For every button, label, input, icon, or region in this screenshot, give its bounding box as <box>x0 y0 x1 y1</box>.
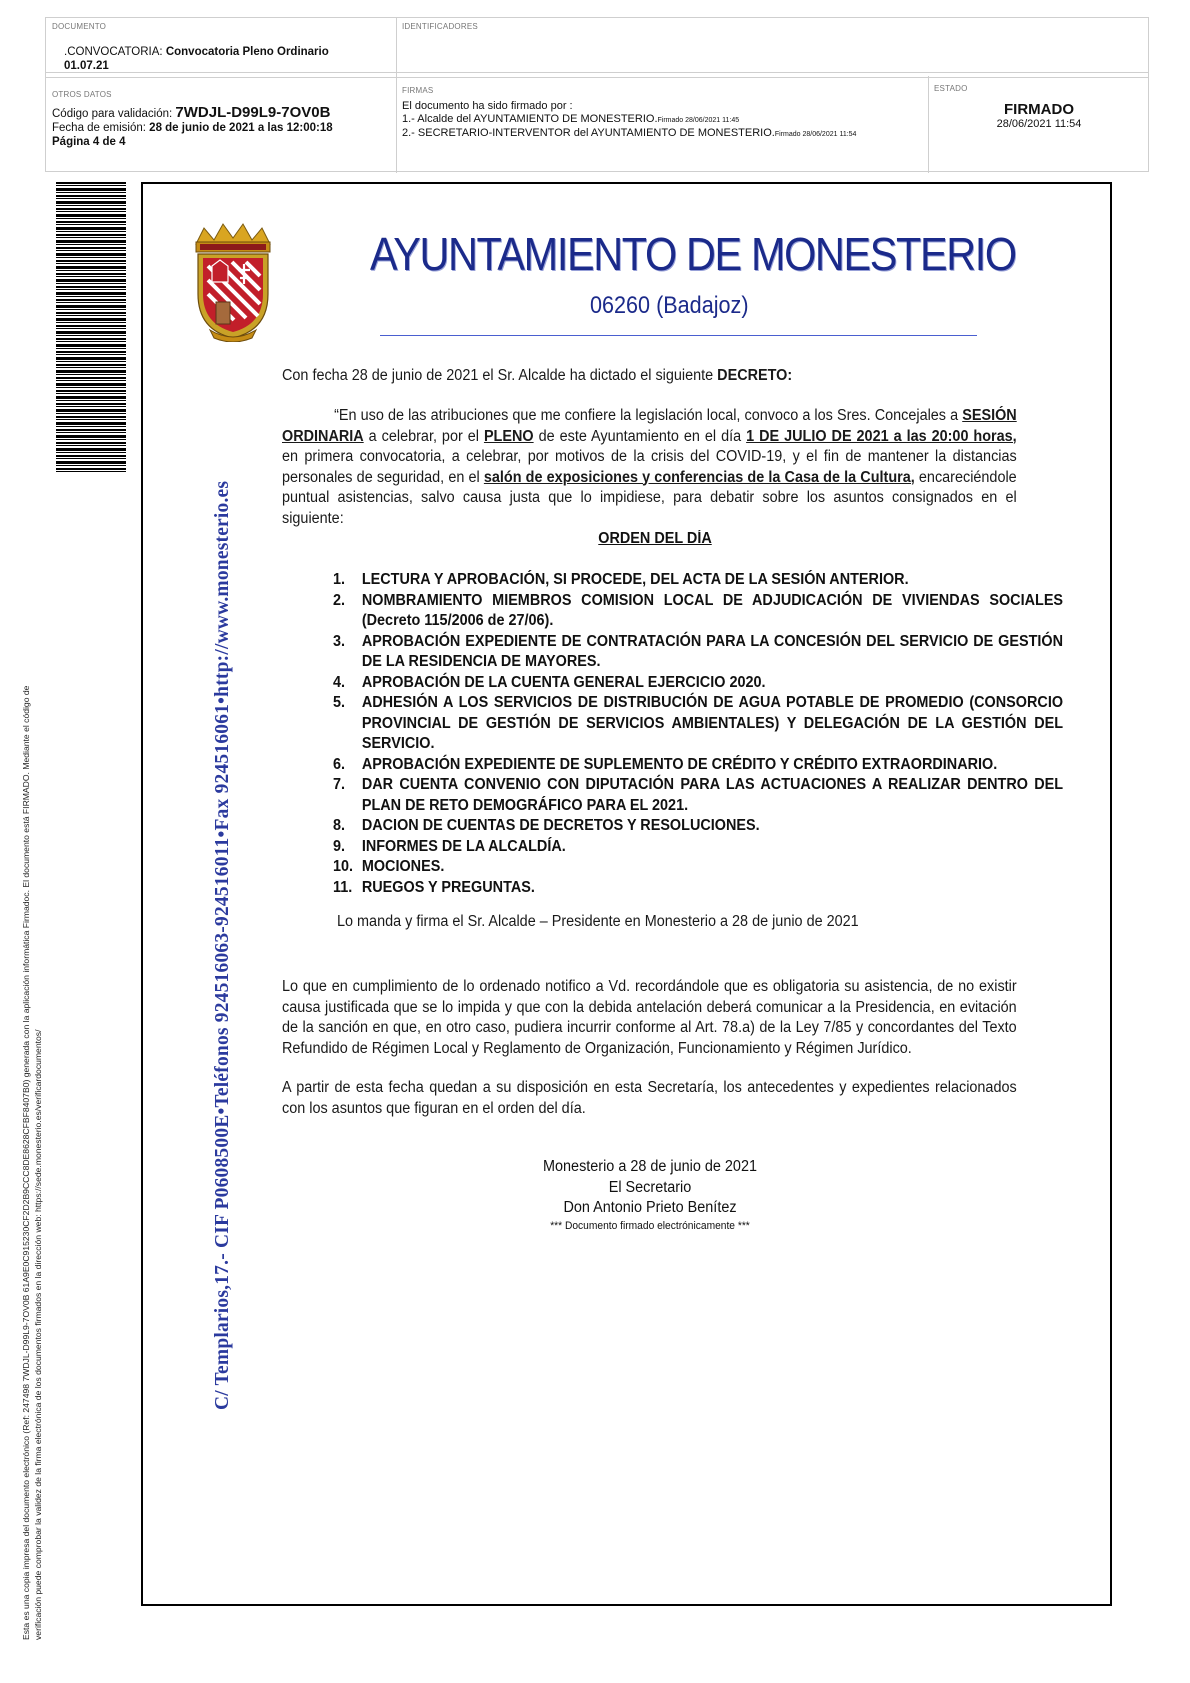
documento-cell <box>52 22 392 73</box>
verification-note-line-2: verificación puede comprobar la validez de la firma electrónica de los documentos firmados en la dirección web: https://sede.monesterio.es/verificardocumentos/ <box>33 1029 43 1640</box>
validation-code-line <box>52 106 392 121</box>
p1-text-g: en primera convocatoria, a celebrar, por motivos de la crisis del COVID-19, y el fin de mantener la distancias personales de seguridad, en el <box>282 448 1017 486</box>
agenda-title-wrap <box>0 530 1190 548</box>
p1-text-i: encareciéndole puntual asistencias, salvo causa justa que lo impidiese, para debatir sobre los asuntos consignados en el siguiente: <box>282 468 1017 527</box>
agenda-item-text: RUEGOS Y PREGUNTAS. <box>361 878 535 896</box>
agenda-item <box>333 755 1063 776</box>
firma-1-time: Firmado 28/06/2021 11:45 <box>657 117 740 124</box>
agenda-item <box>333 570 1063 591</box>
agenda-item-text: ADHESIÓN A LOS SERVICIOS DE DISTRIBUCIÓN DE AGUA POTABLE DE PROMEDIO (CONSORCIO PROVINCIAL DE GESTIÓN DE SERVICIOS AMBIENTALES) Y DELEGACIÓN DE LA GESTIÓN DEL SERVICIO. <box>361 694 1064 752</box>
letterhead-location: 06260 (Badajoz) <box>590 292 749 319</box>
agenda-item-number: 5. <box>333 694 346 711</box>
document-title-prefix: .CONVOCATORIA: <box>64 46 166 58</box>
firma-1 <box>402 113 922 127</box>
agenda-item <box>333 816 1063 837</box>
verification-note-line-1: Esta es una copia impresa del documento electrónico (Ref: 247498 7WDJL-D99L9-7OV0B 61A9E0C915230CF2D2B9CCC8DE8628CFBF8407B0) generada con la aplicación informática Firmadoc. El documento está FIRMADO. Mediante el código de <box>21 685 31 1640</box>
agenda-item <box>333 693 1063 755</box>
convocation-paragraph <box>282 406 1017 529</box>
emission-date: 28 de junio de 2021 a las 12:00:18 <box>149 122 333 134</box>
agenda-item-number: 4. <box>333 673 346 691</box>
firma-1-text: 1.- Alcalde del AYUNTAMIENTO DE MONESTERIO. <box>402 113 658 125</box>
agenda-item-text: APROBACIÓN EXPEDIENTE DE SUPLEMENTO DE CRÉDITO Y CRÉDITO EXTRAORDINARIO. <box>361 755 998 773</box>
signature-name: Don Antonio Prieto Benítez <box>563 1199 737 1216</box>
intro-text: Con fecha 28 de junio de 2021 el Sr. Alcalde ha dictado el siguiente <box>282 367 718 384</box>
p1-venue: salón de exposiciones y conferencias de la Casa de la Cultura, <box>483 468 915 486</box>
status-date: 28/06/2021 11:54 <box>996 118 1082 130</box>
agenda-item-number: 2. <box>333 591 346 609</box>
notice-paragraph: Lo que en cumplimiento de lo ordenado notifico a Vd. recordándole que es obligatoria su asistencia, de no existir causa justificada que se lo impida y que con la debida antelación deberá comunicar a la Presidencia, en evitación de la sanción en que, en otro caso, pudiera incurrir conforme al Art. 78.a) de la Ley 7/85 y concordantes del Texto Refundido de Régimen Local y Reglamento de Organización, Funcionamiento y Régimen Jurídico. <box>282 978 1017 1057</box>
agenda-item <box>333 857 1063 878</box>
agenda-item <box>333 837 1063 858</box>
agenda-item-number: 3. <box>333 632 346 650</box>
manda-line: Lo manda y firma el Sr. Alcalde – Presidente en Monesterio a 28 de junio de 2021 <box>337 913 859 930</box>
page-number: Página 4 de 4 <box>52 136 126 148</box>
agenda-item <box>333 591 1063 632</box>
validation-code-prefix: Código para validación: <box>52 108 176 120</box>
p1-body: PLENO <box>483 427 534 445</box>
signature-note: *** Documento firmado electrónicamente *** <box>550 1219 750 1232</box>
emission-date-line <box>52 121 392 135</box>
agenda-item-number: 1. <box>333 571 346 588</box>
signature-block <box>0 1157 1190 1233</box>
verification-note <box>20 510 44 1640</box>
p1-text-c: a celebrar, por el <box>363 427 484 445</box>
decreto-label: DECRETO: <box>717 367 793 384</box>
p1-text-a: “En uso de las atribuciones que me confiere la legislación local, convoco a los Sres. Concejales a <box>334 407 963 424</box>
agenda-title: ORDEN DEL DÍA <box>598 530 712 547</box>
agenda-item-number: 7. <box>333 776 346 793</box>
coat-of-arms-icon <box>190 222 276 342</box>
emission-date-prefix: Fecha de emisión: <box>52 122 150 134</box>
signature-role: El Secretario <box>608 1178 692 1196</box>
estado-label: ESTADO <box>934 84 968 93</box>
agenda-item-number: 6. <box>333 755 346 773</box>
documento-label: DOCUMENTO <box>52 22 107 31</box>
firmas-cell <box>402 84 922 141</box>
document-metadata-table <box>45 17 1149 172</box>
table-divider <box>928 76 929 173</box>
otros-datos-cell <box>52 90 392 149</box>
agenda-item-text: NOMBRAMIENTO MIEMBROS COMISION LOCAL DE ADJUDICACIÓN DE VIVIENDAS SOCIALES (Decreto 115/2006 de 27/06). <box>361 591 1064 629</box>
status-badge: FIRMADO <box>1004 101 1074 118</box>
p1-datetime: 1 DE JULIO DE 2021 a las 20:00 horas, <box>746 427 1017 445</box>
firma-2-time: Firmado 28/06/2021 11:54 <box>774 131 857 138</box>
agenda-item-text: APROBACIÓN EXPEDIENTE DE CONTRATACIÓN PARA LA CONCESIÓN DEL SERVICIO DE GESTIÓN DE LA RESIDENCIA DE MAYORES. <box>361 632 1064 670</box>
validation-code: 7WDJL-D99L9-7OV0B <box>175 104 331 121</box>
agenda-item-text: DACION DE CUENTAS DE DECRETOS Y RESOLUCIONES. <box>361 817 760 834</box>
identificadores-label: IDENTIFICADORES <box>402 22 478 31</box>
agenda-item-text: DAR CUENTA CONVENIO CON DIPUTACIÓN PARA LAS ACTUACIONES A REALIZAR DENTRO DEL PLAN DE RETO DEMOGRÁFICO PARA EL 2021. <box>361 776 1064 814</box>
document-title-date: 01.07.21 <box>64 60 109 72</box>
document-title-name: Convocatoria Pleno Ordinario <box>165 46 329 58</box>
letterhead-title: AYUNTAMIENTO DE MONESTERIO <box>370 228 1016 280</box>
identificadores-cell <box>402 22 922 31</box>
agenda-item <box>333 775 1063 816</box>
estado-cell <box>934 84 1144 130</box>
signature-place-date: Monesterio a 28 de junio de 2021 <box>543 1158 757 1175</box>
firma-2-text: 2.- SECRETARIO-INTERVENTOR del AYUNTAMIENTO DE MONESTERIO. <box>402 127 775 139</box>
otros-datos-label: OTROS DATOS <box>52 90 112 99</box>
p1-text-e: de este Ayuntamiento en el día <box>533 427 747 445</box>
agenda-item-number: 8. <box>333 817 346 834</box>
barcode-image <box>56 182 126 472</box>
availability-paragraph: A partir de esta fecha quedan a su disposición en esta Secretaría, los antecedentes y expedientes relacionados con los asuntos que figuran en el orden del día. <box>282 1079 1017 1117</box>
intro-line <box>282 366 1017 387</box>
firmas-intro: El documento ha sido firmado por : <box>402 100 573 112</box>
table-divider <box>46 77 1148 78</box>
firmas-label: FIRMAS <box>402 86 434 95</box>
agenda-item-text: MOCIONES. <box>361 858 445 875</box>
agenda-item-number: 9. <box>333 837 346 855</box>
document-title <box>64 45 392 73</box>
agenda-item-text: INFORMES DE LA ALCALDÍA. <box>361 837 566 855</box>
agenda-item-number: 10. <box>333 858 354 875</box>
agenda-item-number: 11. <box>333 878 353 896</box>
firma-2 <box>402 127 922 141</box>
agenda-list <box>333 570 1063 898</box>
p1-session-type: SESIÓN ORDINARIA <box>282 407 1017 445</box>
agenda-item-text: LECTURA Y APROBACIÓN, SI PROCEDE, DEL ACTA DE LA SESIÓN ANTERIOR. <box>361 571 909 588</box>
letterhead-divider <box>380 335 977 336</box>
agenda-item <box>333 632 1063 673</box>
agenda-item-text: APROBACIÓN DE LA CUENTA GENERAL EJERCICIO 2020. <box>361 673 766 691</box>
letterhead-address: C/ Templarios,17.- CIF P0608500E•Teléfonos 924516063-924516011•Fax 924516061•http://www.monesterio.es <box>212 480 233 1410</box>
agenda-item <box>333 673 1063 694</box>
agenda-item <box>333 878 1063 899</box>
table-divider <box>396 18 397 173</box>
